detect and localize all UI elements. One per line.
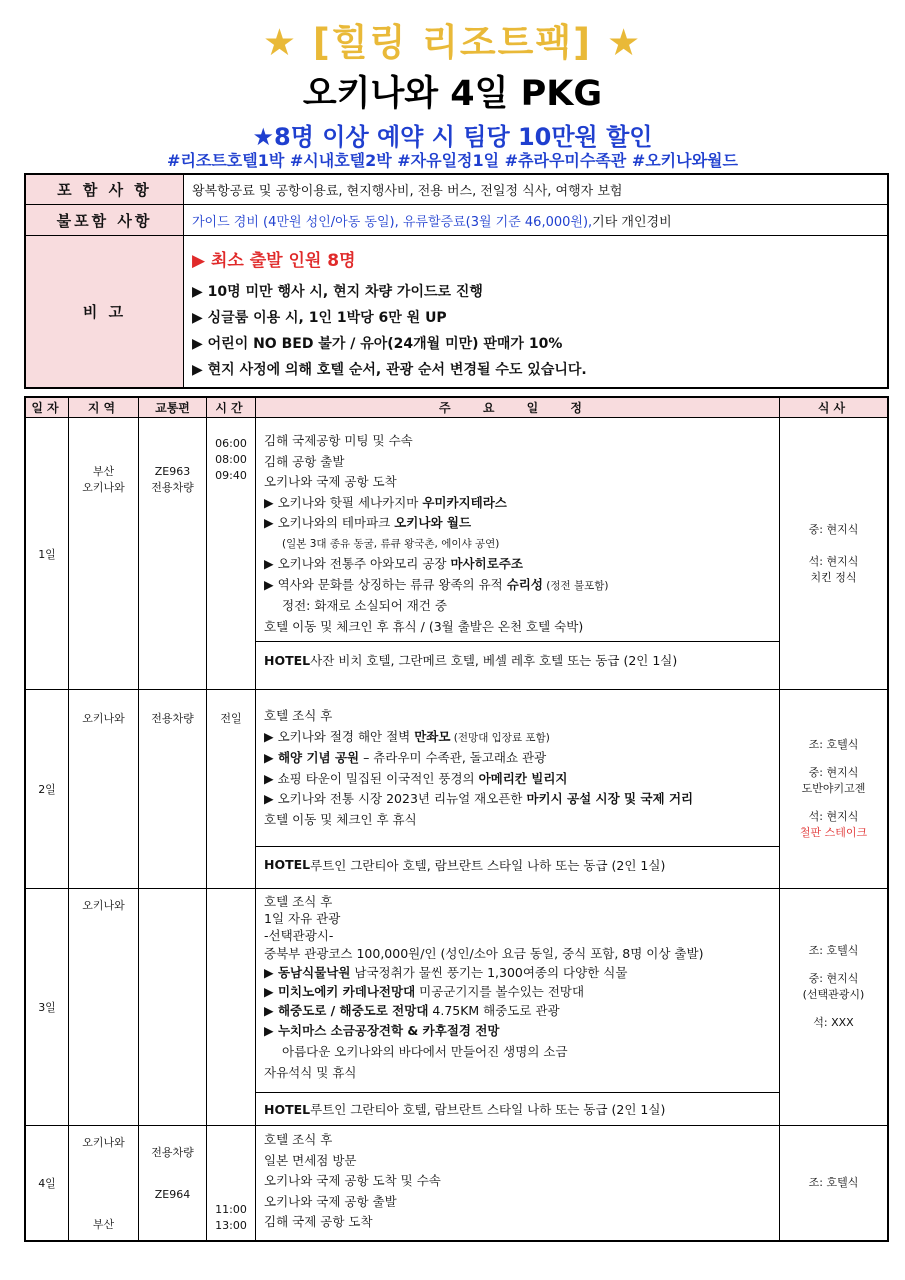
day3-highlight: ▶ 해중도로 / 해중도로 전망대 <box>264 1003 429 1018</box>
day1-hotel <box>256 641 779 678</box>
day4-area-bottom: 부산 <box>92 1218 115 1231</box>
include-label: 포 함 사 항 <box>26 175 184 204</box>
day3-line: -선택관광시- <box>264 928 334 943</box>
day1-text: ▶ 오키나와의 테마파크 <box>264 515 395 530</box>
day1-line <box>264 575 771 597</box>
day1-line: 호텔 이동 및 체크인 후 휴식 / (3월 출발은 온천 호텔 숙박) <box>264 618 584 634</box>
title-healing-resort: ★ [힐링 리조트팩] ★ <box>262 21 643 64</box>
day3-highlight: ▶ 미치노에키 카데나전망대 <box>264 984 416 999</box>
day2-main <box>256 690 780 888</box>
schedule-header <box>26 398 887 418</box>
note-item: ▶ 현지 사정에 의해 호텔 순서, 관광 순서 변경될 수도 있습니다. <box>192 362 587 378</box>
day3-line: 중북부 관광코스 100,000원/인 (성인/소아 요금 동일, 중식 포함, 8명 이상 출발) <box>264 946 704 961</box>
note-value <box>184 236 887 387</box>
day1-text: ▶ 오키나와 핫필 세나카지마 <box>264 494 423 510</box>
day3-main <box>256 889 780 1125</box>
day2-label: 2일 <box>26 690 69 888</box>
day1-line <box>264 513 771 534</box>
day2-time <box>207 690 256 888</box>
info-table <box>24 173 889 389</box>
day1-meal-line: 중: 현지식 <box>808 522 859 536</box>
day2-meal-line: 석: 현지식 <box>808 810 859 823</box>
day2-area <box>69 690 139 888</box>
day1-hotel-text: 사잔 비치 호텔, 그란메르 호텔, 베셀 레후 호텔 또는 동급 (2인 1실) <box>310 653 678 668</box>
day1-time-line: 08:00 <box>215 453 247 466</box>
day2-text: (전망대 입장료 포함) <box>450 731 550 744</box>
day1-highlight: 오키나와 월드 <box>394 515 472 530</box>
day2-highlight: 만좌모 <box>414 728 451 744</box>
day2-text: – 츄라우미 수족관, 돌고래쇼 관광 <box>359 750 547 765</box>
day4-flight: ZE964 <box>154 1188 191 1201</box>
day1-area <box>69 418 139 689</box>
day2-meal-line: 중: 현지식 <box>808 766 859 779</box>
exclude-value-rest: 기타 개인경비 <box>592 214 672 230</box>
day3-line: 자유석식 및 휴식 <box>264 1065 357 1080</box>
day4-meal-line: 조: 호텔식 <box>808 1176 859 1189</box>
day2-vehicle: 전용차량 <box>151 712 194 725</box>
day1-meal-line: 치킨 정식 <box>810 570 857 584</box>
day3-hotel <box>256 1092 779 1125</box>
header-time: 시간 <box>207 398 256 417</box>
day3-area-line: 오키나와 <box>82 899 125 912</box>
day1-meal-line: 석: 현지식 <box>808 554 859 568</box>
day3-line <box>264 963 771 982</box>
day1-area-line: 오키나와 <box>82 481 125 494</box>
day1-line: (일본 3대 종유 동굴, 류큐 왕국촌, 에이샤 공연) <box>282 537 500 550</box>
note-item: ▶ 어린이 NO BED 불가 / 유아(24개월 미만) 판매가 10% <box>192 336 563 352</box>
day2-line: 호텔 조식 후 <box>264 708 333 723</box>
day2-meal-line: 조: 호텔식 <box>808 738 859 751</box>
day3-row <box>26 889 887 1126</box>
hotel-label: HOTEL <box>264 857 311 872</box>
day2-hotel <box>256 846 779 882</box>
include-value: 왕복항공료 및 공항이용료, 현지행사비, 전용 버스, 전일정 식사, 여행자 보험 <box>192 184 623 199</box>
day2-meal-line: 철판 스테이크 <box>799 826 868 839</box>
day2-text: ▶ 오키나와 전통 시장 2023년 리뉴얼 재오픈한 <box>264 791 527 806</box>
day2-line <box>264 769 771 790</box>
day4-label: 4일 <box>26 1126 69 1240</box>
hashtags: #리조트호텔1박 #시내호텔2박 #자유일정1일 #츄라우미수족관 #오키나와월드 <box>167 151 738 170</box>
day3-label: 3일 <box>26 889 69 1125</box>
day2-area-line: 오키나와 <box>82 712 125 725</box>
day1-line <box>264 554 771 575</box>
include-row <box>26 175 887 205</box>
discount-banner: ★8명 이상 예약 시 팀당 10만원 할인 <box>252 123 653 151</box>
exclude-value-blue: 가이드 경비 (4만원 성인/아동 동일), 유류할증료(3월 기준 46,000원), <box>192 214 593 230</box>
schedule-table <box>24 396 889 1242</box>
hotel-label: HOTEL <box>264 652 311 668</box>
note-label: 비 고 <box>26 236 184 387</box>
day1-line: 김해 공항 출발 <box>264 453 345 469</box>
day4-time <box>207 1126 256 1240</box>
day2-text: ▶ 오키나와 절경 해안 절벽 <box>264 728 415 744</box>
note-min-people: ▶ 최소 출발 인원 8명 <box>192 251 356 271</box>
day4-line: 호텔 조식 후 <box>264 1132 333 1147</box>
day4-line: 김해 국제 공항 도착 <box>264 1214 373 1229</box>
day4-main <box>256 1126 780 1240</box>
day1-line: 김해 국제공항 미팅 및 수속 <box>264 433 413 448</box>
day2-time-line: 전일 <box>220 712 242 725</box>
day1-line <box>264 493 771 514</box>
day4-row <box>26 1126 887 1240</box>
day3-line: 아름다운 오키나와의 바다에서 만들어진 생명의 소금 <box>282 1044 568 1059</box>
day3-line <box>264 1001 771 1020</box>
day2-text: ▶ 쇼핑 타운이 밀집된 이국적인 풍경의 <box>264 770 479 786</box>
day3-text: 4.75KM 해중도로 관광 <box>428 1003 560 1018</box>
day2-hotel-text: 루트인 그란티아 호텔, 람브란트 스타일 나하 또는 동급 (2인 1실) <box>310 857 666 873</box>
day3-meal-line: (선택관광시) <box>802 988 865 1001</box>
exclude-label: 불포함 사항 <box>26 205 184 235</box>
day2-highlight: 마키시 공설 시장 및 국제 거리 <box>526 791 694 806</box>
day1-row <box>26 418 887 690</box>
day3-line: 1일 자유 관광 <box>264 911 341 926</box>
hotel-label: HOTEL <box>264 1101 311 1117</box>
day1-line: 정전: 화재로 소실되어 재건 중 <box>282 598 448 613</box>
day3-area <box>69 889 139 1125</box>
day1-line: 오키나와 국제 공항 도착 <box>264 474 397 489</box>
note-item: ▶ 싱글룸 이용 시, 1인 1박당 6만 원 UP <box>192 310 447 326</box>
day3-text: 미공군기지를 볼수있는 전망대 <box>415 984 585 999</box>
header-day: 일자 <box>26 398 69 417</box>
day1-label: 1일 <box>26 418 69 689</box>
day1-time <box>207 418 256 689</box>
day2-line <box>264 748 771 769</box>
day1-text: ▶ 역사와 문화를 상징하는 류큐 왕족의 유적 <box>264 576 507 592</box>
day1-text: (정전 불포함) <box>542 579 609 592</box>
day3-line: ▶ 누치마스 소금공장견학 & 카후절경 전망 <box>264 1023 500 1038</box>
exclude-row <box>26 205 887 236</box>
day1-time-line: 09:40 <box>215 469 247 482</box>
day4-line: 일본 면세점 방문 <box>264 1152 357 1168</box>
day3-meal-line: 조: 호텔식 <box>808 944 859 957</box>
day1-flight: ZE963 <box>154 465 191 478</box>
note-item: ▶ 10명 미만 행사 시, 현지 차량 가이드로 진행 <box>192 284 483 300</box>
exclude-value <box>184 205 887 235</box>
day4-time-line: 13:00 <box>215 1219 247 1232</box>
header-main: 주 요 일 정 <box>256 398 780 417</box>
day1-highlight: 마사히로주조 <box>450 556 523 571</box>
day2-line <box>264 727 771 749</box>
day1-vehicle: 전용차량 <box>151 481 194 494</box>
day3-highlight: ▶ 동남식물낙원 <box>264 965 351 980</box>
day3-meal-line: 석: XXX <box>813 1016 854 1029</box>
day1-highlight: 우미카지테라스 <box>422 494 507 510</box>
day4-vehicle: 전용차량 <box>151 1146 194 1159</box>
day2-line <box>264 789 771 810</box>
day4-area-top: 오키나와 <box>82 1136 125 1149</box>
day3-meal <box>780 889 887 1125</box>
header-meal: 식사 <box>817 400 850 415</box>
title-package: 오키나와 4일 PKG <box>302 74 603 114</box>
day2-meal-line: 도반야키고젠 <box>801 782 866 795</box>
day1-main <box>256 418 780 689</box>
day3-line: 호텔 조식 후 <box>264 894 333 909</box>
day3-text: 남국정취가 물씬 풍기는 1,300여종의 다양한 식물 <box>350 965 628 980</box>
day2-row <box>26 690 887 889</box>
day2-highlight: ▶ 해양 기념 공원 <box>264 750 360 765</box>
note-row <box>26 236 887 387</box>
day4-meal <box>780 1126 887 1240</box>
day2-line: 호텔 이동 및 체크인 후 휴식 <box>264 811 417 827</box>
day3-line <box>264 982 771 1001</box>
day1-area-line: 부산 <box>92 465 115 478</box>
header-transport: 교통편 <box>139 398 207 417</box>
day2-meal <box>780 690 887 888</box>
day1-text: ▶ 오키나와 전통주 아와모리 공장 <box>264 556 451 571</box>
day3-transport <box>139 889 207 1125</box>
day2-highlight: 아메리칸 빌리지 <box>478 770 568 786</box>
day4-transport <box>139 1126 207 1240</box>
day4-time-line: 11:00 <box>215 1203 247 1216</box>
day4-line: 오키나와 국제 공항 출발 <box>264 1193 397 1209</box>
day1-meal <box>780 418 887 689</box>
day2-transport <box>139 690 207 888</box>
header-area: 지역 <box>69 398 139 417</box>
day1-time-line: 06:00 <box>215 437 247 450</box>
day4-area <box>69 1126 139 1240</box>
day4-line: 오키나와 국제 공항 도착 및 수속 <box>264 1173 441 1188</box>
day3-meal-line: 중: 현지식 <box>808 972 859 985</box>
day1-transport <box>139 418 207 689</box>
day3-time <box>207 889 256 1125</box>
day3-hotel-text: 루트인 그란티아 호텔, 람브란트 스타일 나하 또는 동급 (2인 1실) <box>310 1102 666 1117</box>
day1-highlight: 슈리성 <box>506 576 543 592</box>
